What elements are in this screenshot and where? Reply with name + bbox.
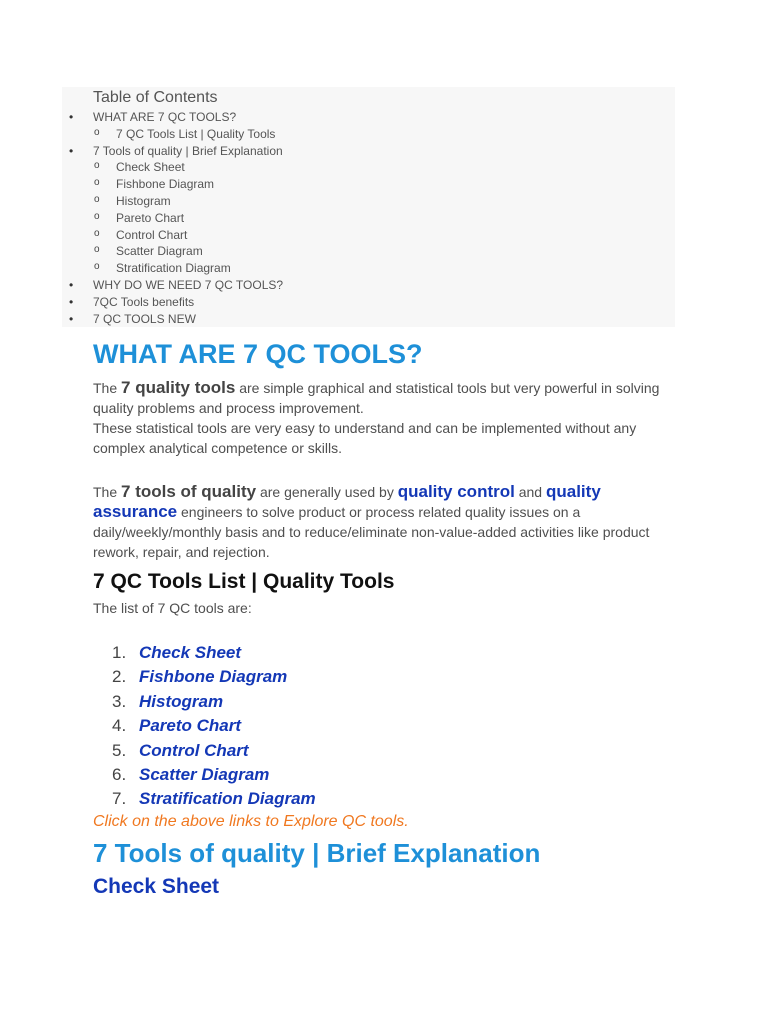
text: are simple graphical and statistical tools but very powerful in solving quality problems and process improvement. — [93, 380, 660, 416]
toc-item[interactable]: • 7 Tools of quality | Brief Explanation — [93, 144, 283, 158]
usage-paragraph — [93, 482, 683, 562]
toc-item[interactable]: • WHY DO WE NEED 7 QC TOOLS? — [93, 278, 283, 292]
toc-item[interactable]: o Histogram — [116, 194, 171, 208]
toc-title: Table of Contents — [93, 89, 218, 106]
explore-note: Click on the above links to Explore QC tools. — [93, 813, 409, 830]
toc-item[interactable]: o 7 QC Tools List | Quality Tools — [116, 127, 275, 141]
text: The — [93, 484, 122, 500]
strong-text: 7 quality tools — [121, 378, 236, 397]
text: These statistical tools are very easy to understand and can be implemented without any complex analytical competence or skills. — [93, 420, 637, 456]
list-number: 6. — [112, 765, 127, 784]
heading-what-are-qc-tools: WHAT ARE 7 QC TOOLS? — [93, 339, 423, 369]
text: are generally used by — [256, 484, 398, 500]
toc-item[interactable]: o Stratification Diagram — [116, 261, 231, 275]
heading-brief-explanation: 7 Tools of quality | Brief Explanation — [93, 838, 541, 868]
strong-text: 7 tools of quality — [121, 482, 257, 501]
toc-item[interactable]: • 7 QC TOOLS NEW — [93, 312, 196, 326]
text: and — [514, 484, 546, 500]
list-number: 5. — [112, 740, 127, 760]
toc-item[interactable]: o Fishbone Diagram — [116, 177, 214, 191]
tool-link[interactable]: Histogram — [139, 691, 224, 711]
tool-link[interactable]: Stratification Diagram — [139, 789, 316, 809]
toc-item[interactable]: o Check Sheet — [116, 160, 185, 174]
intro-paragraph — [93, 378, 683, 458]
list-number: 4. — [112, 716, 127, 736]
tool-link[interactable]: Pareto Chart — [139, 716, 242, 736]
toc-item[interactable]: • 7QC Tools benefits — [93, 295, 194, 309]
text: The — [93, 380, 122, 396]
list-number: 1. — [112, 643, 127, 662]
list-intro: The list of 7 QC tools are: — [93, 600, 252, 616]
tool-link[interactable]: Fishbone Diagram — [139, 667, 288, 687]
toc-item[interactable]: • WHAT ARE 7 QC TOOLS? — [93, 110, 236, 124]
list-number: 7. — [112, 789, 127, 809]
toc-item[interactable]: o Scatter Diagram — [116, 244, 203, 258]
toc-item[interactable]: o Control Chart — [116, 228, 187, 242]
list-number: 3. — [112, 691, 127, 711]
quality-assurance-link[interactable]: quality assurance — [93, 482, 601, 521]
toc-item[interactable]: o Pareto Chart — [116, 211, 184, 225]
quality-control-link[interactable]: quality control — [397, 482, 515, 501]
heading-qc-tools-list: 7 QC Tools List | Quality Tools — [93, 570, 395, 593]
tool-link[interactable]: Control Chart — [139, 740, 249, 760]
tool-link[interactable]: Check Sheet — [139, 643, 242, 662]
text: engineers to solve product or process related quality issues on a daily/weekly/monthly basis and to reduce/eliminate non-value-added activities like product rework, repair, and rejection. — [93, 504, 650, 560]
heading-check-sheet: Check Sheet — [93, 875, 220, 898]
list-number: 2. — [112, 667, 127, 687]
tool-link[interactable]: Scatter Diagram — [139, 765, 270, 784]
